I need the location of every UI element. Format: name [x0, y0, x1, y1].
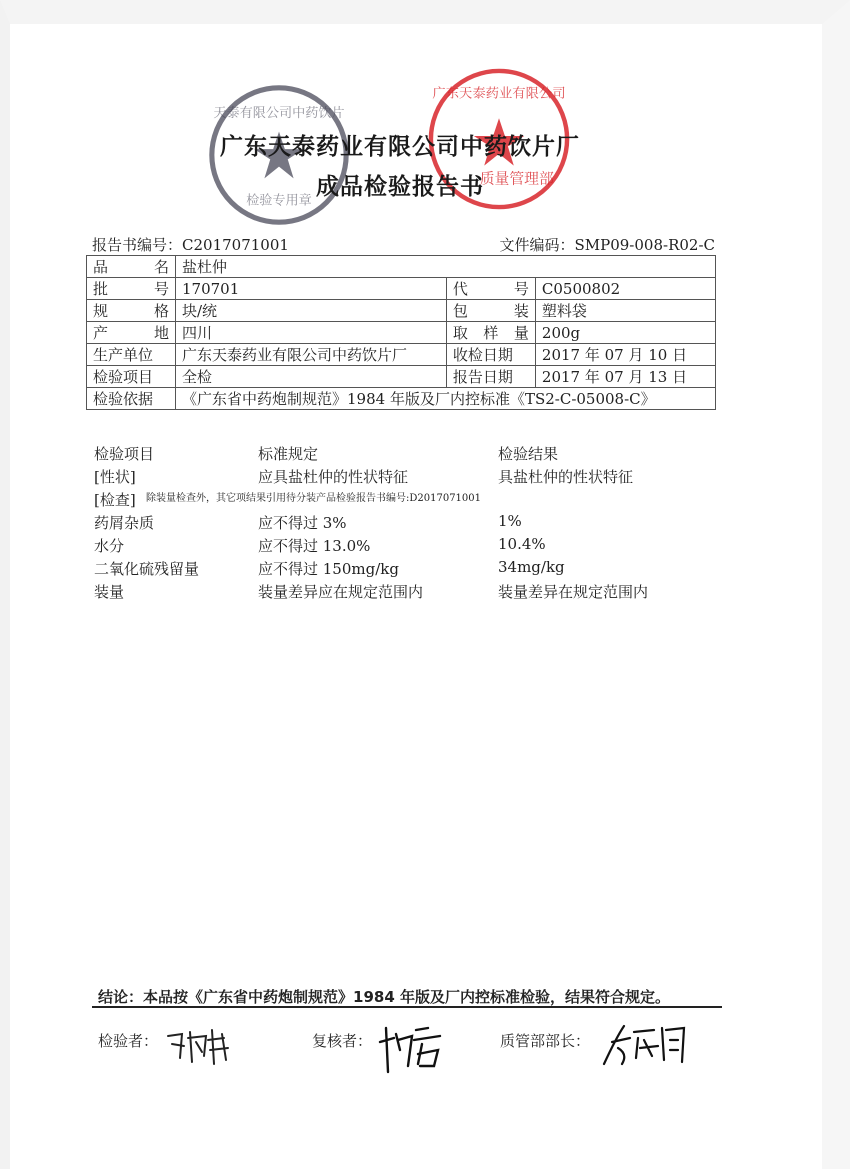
table-row	[87, 366, 716, 388]
table-row	[87, 344, 716, 366]
pack-value: 塑料袋	[535, 300, 715, 322]
result-standard: 应不得过 150mg/kg	[258, 560, 399, 578]
receive-date-value: 2017 年 07 月 10 日	[535, 344, 715, 366]
reviewer-signature	[378, 1020, 448, 1076]
producer-label: 生产单位	[87, 344, 176, 366]
report-number	[92, 234, 289, 255]
receive-date-label: 收检日期	[446, 344, 535, 366]
name-value: 盐杜仲	[176, 256, 716, 278]
divider	[92, 1006, 722, 1008]
result-item: 水分	[94, 537, 125, 555]
check-note: 除装量检查外，其它项结果引用待分装产品检验报告书编号:D2017071001	[146, 493, 482, 504]
inspector-label: 检验者：	[98, 1032, 159, 1050]
qa-manager-label: 质管部部长：	[500, 1032, 591, 1050]
code-value: C0500802	[535, 278, 715, 300]
trait-standard: 应具盐杜仲的性状特征	[258, 468, 409, 486]
check-row	[94, 489, 734, 512]
origin-value: 四川	[176, 322, 447, 344]
report-date-label: 报告日期	[446, 366, 535, 388]
result-item: 装量	[94, 583, 125, 601]
table-row	[87, 256, 716, 278]
name-label: 品 名	[87, 256, 176, 278]
pack-label: 包 装	[446, 300, 535, 322]
svg-text:广东天泰药业有限公司: 广东天泰药业有限公司	[432, 86, 566, 102]
report-number-label: 报告书编号：	[92, 236, 183, 254]
basis-label: 检验依据	[87, 388, 176, 410]
svg-text:检验专用章: 检验专用章	[246, 193, 312, 209]
result-item: 二氧化硫残留量	[94, 560, 200, 578]
producer-value: 广东天泰药业有限公司中药饮片厂	[176, 344, 447, 366]
table-row	[87, 278, 716, 300]
header-result: 检验结果	[498, 445, 559, 463]
report-number-value: C2017071001	[182, 236, 289, 254]
items-value: 全检	[176, 366, 447, 388]
file-code-value: SMP09-008-R02-C	[574, 236, 715, 254]
result-row	[94, 581, 734, 604]
result-row	[94, 558, 734, 581]
result-row	[94, 512, 734, 535]
result-row	[94, 535, 734, 558]
spec-value: 块/统	[176, 300, 447, 322]
result-item: 药屑杂质	[94, 514, 155, 532]
result-value: 34mg/kg	[498, 558, 565, 576]
trait-result: 具盐杜仲的性状特征	[498, 468, 634, 486]
trait-label: [性状]	[94, 468, 136, 486]
header-item: 检验项目	[94, 445, 155, 463]
origin-label: 产 地	[87, 322, 176, 344]
table-row	[87, 300, 716, 322]
product-info-table	[86, 255, 716, 410]
document-title: 成品检验报告书	[316, 173, 484, 200]
sample-label: 取 样 量	[446, 322, 535, 344]
svg-text:天泰有限公司中药饮片: 天泰有限公司中药饮片	[213, 106, 345, 122]
basis-value: 《广东省中药炮制规范》1984 年版及厂内控标准《TS2-C-05008-C》	[176, 388, 716, 410]
result-standard: 应不得过 13.0%	[258, 537, 371, 555]
conclusion-text: 结论：本品按《广东省中药炮制规范》1984 年版及厂内控标准检验，结果符合规定。	[98, 988, 670, 1006]
sample-value: 200g	[535, 322, 715, 344]
result-standard: 装量差异应在规定范围内	[258, 583, 424, 601]
spec-label: 规 格	[87, 300, 176, 322]
inspector-signature	[162, 1022, 242, 1070]
svg-text:质量管理部: 质量管理部	[479, 170, 554, 188]
reviewer-label: 复核者：	[312, 1032, 373, 1050]
result-value: 1%	[498, 512, 522, 530]
header-standard: 标准规定	[258, 445, 319, 463]
result-value: 10.4%	[498, 535, 546, 553]
file-code-label: 文件编码：	[499, 236, 575, 254]
items-label: 检验项目	[87, 366, 176, 388]
results-section	[94, 443, 734, 604]
company-title: 广东天泰药业有限公司中药饮片厂	[220, 133, 580, 160]
batch-value: 170701	[176, 278, 447, 300]
results-header	[94, 443, 734, 466]
trait-row	[94, 466, 734, 489]
code-label: 代 号	[446, 278, 535, 300]
report-date-value: 2017 年 07 月 13 日	[535, 366, 715, 388]
table-row	[87, 388, 716, 410]
batch-label: 批 号	[87, 278, 176, 300]
check-label: [检查]	[94, 491, 136, 509]
table-row	[87, 322, 716, 344]
file-code	[499, 234, 715, 255]
result-value: 装量差异在规定范围内	[498, 583, 649, 601]
qa-manager-signature	[600, 1018, 690, 1070]
result-standard: 应不得过 3%	[258, 514, 347, 532]
